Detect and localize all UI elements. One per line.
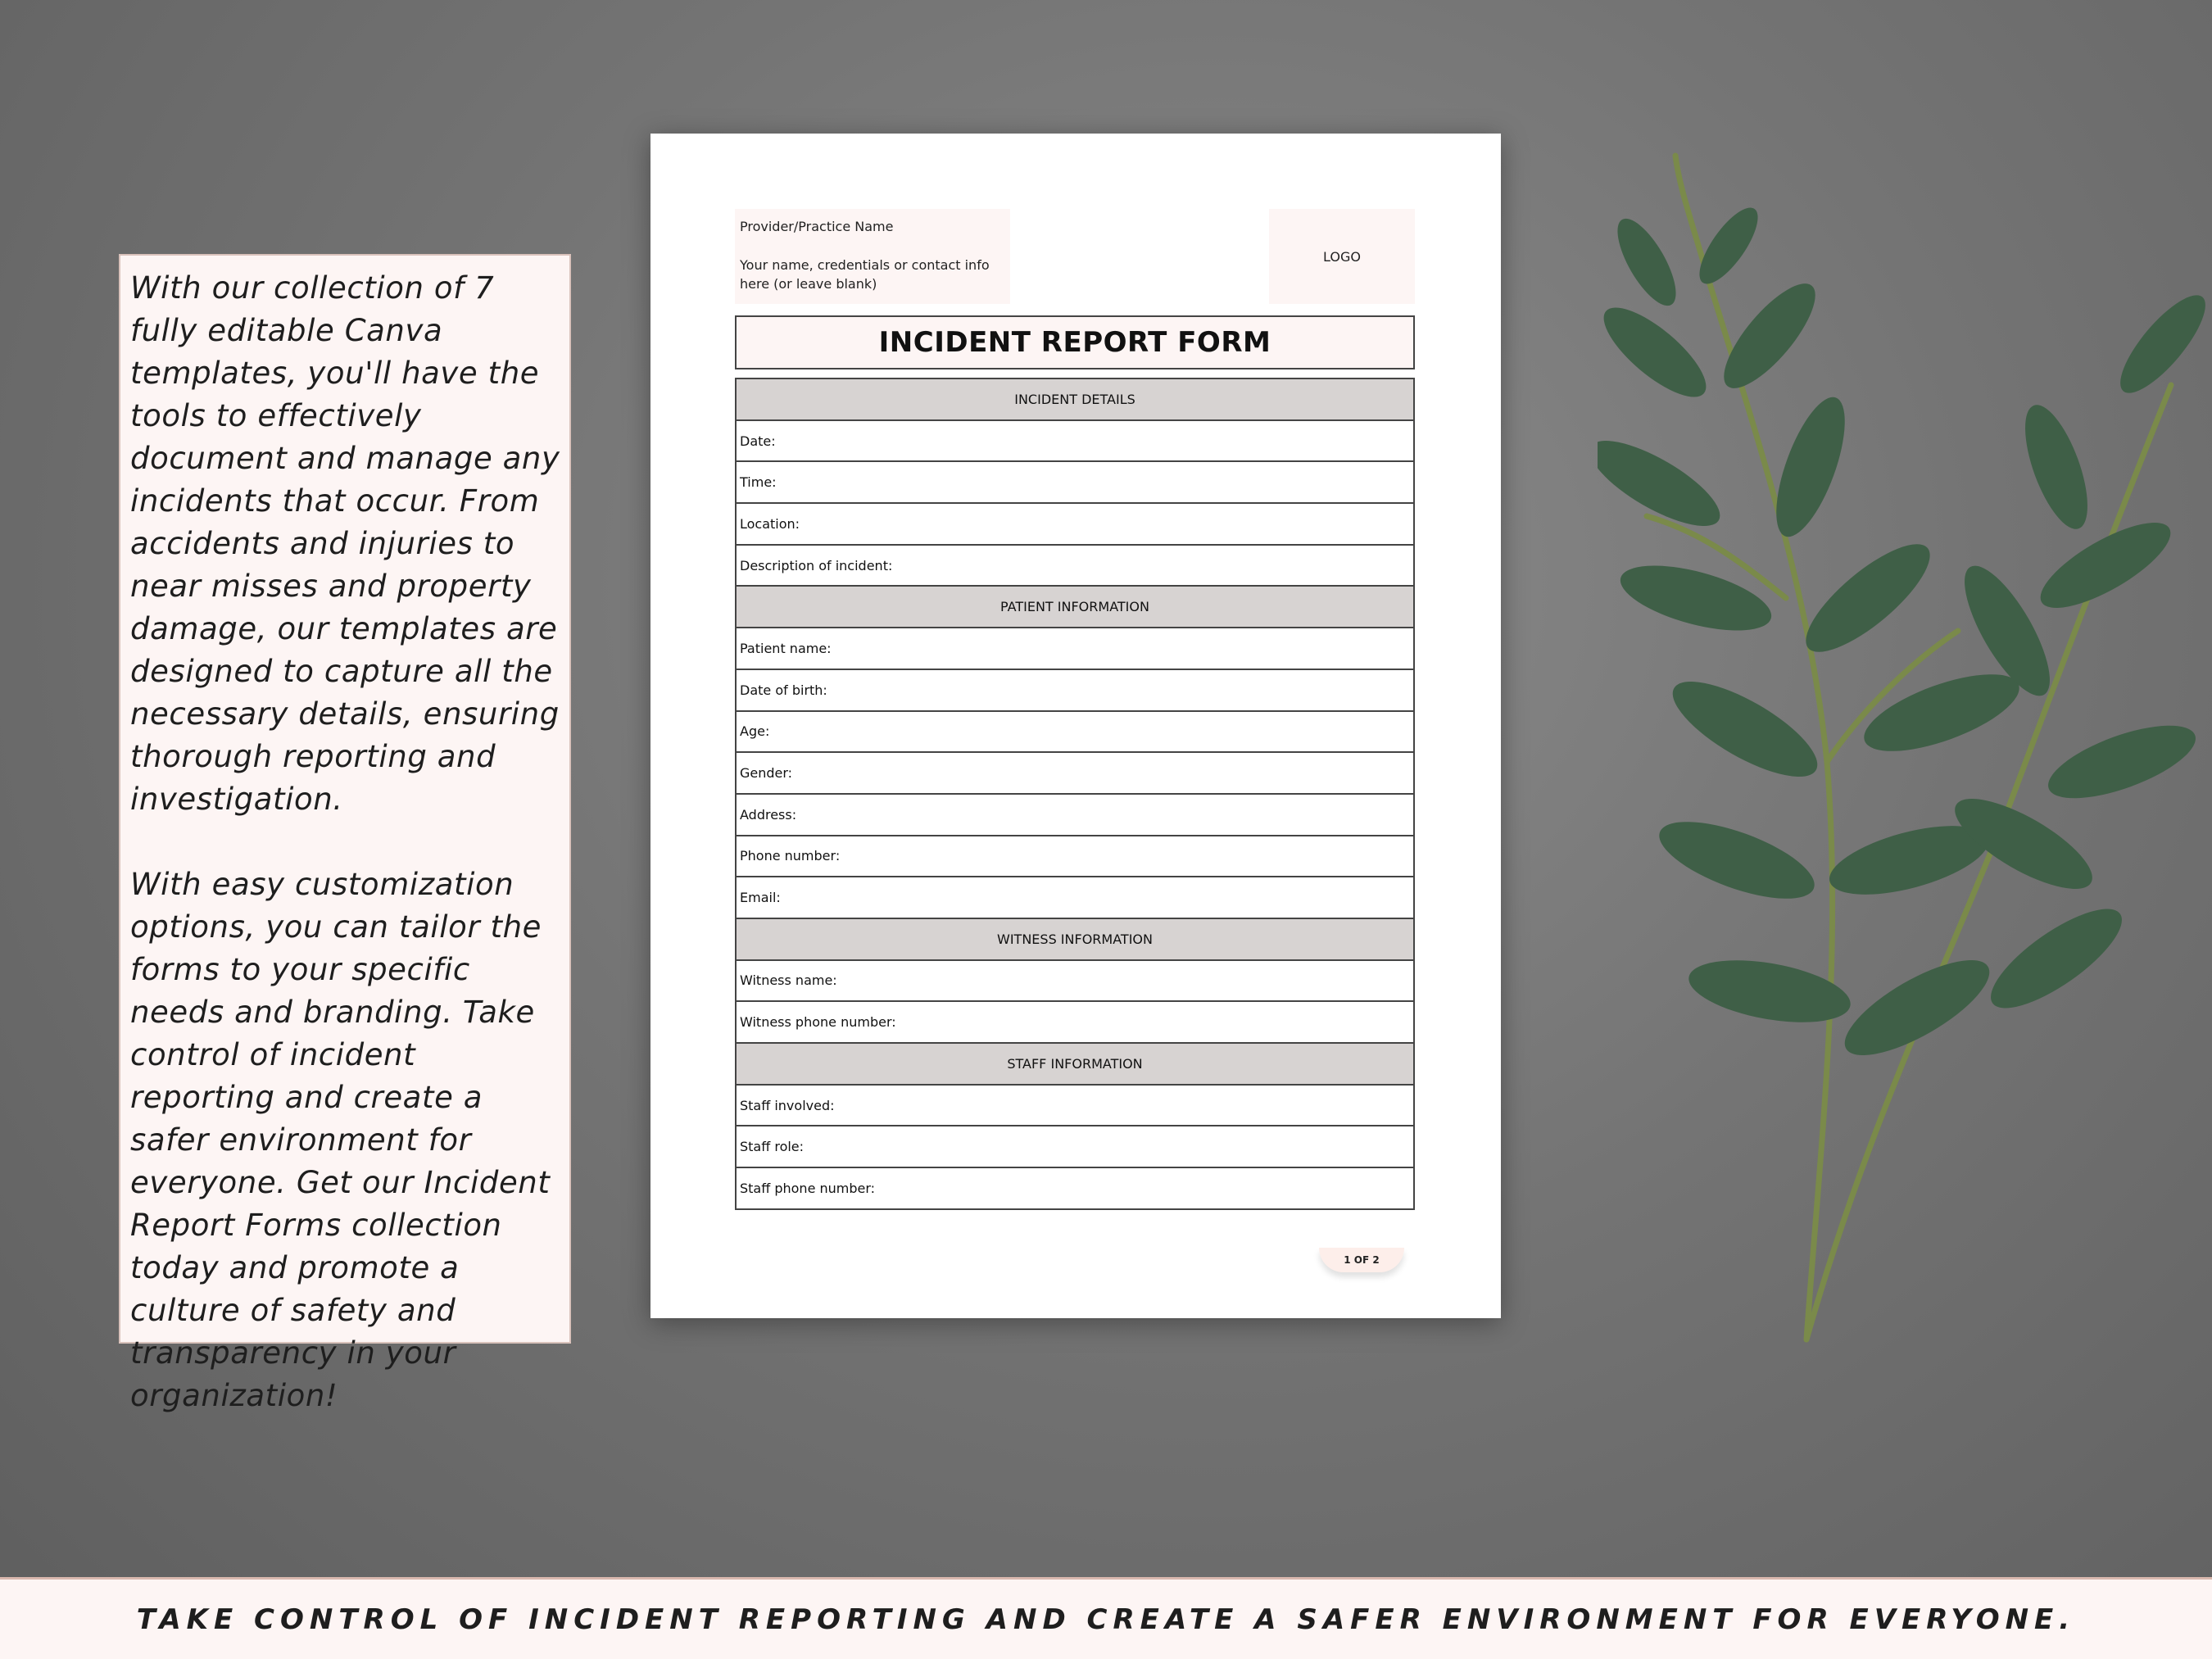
field-staff-role[interactable]: Staff role: <box>735 1126 1415 1168</box>
field-date[interactable]: Date: <box>735 421 1415 463</box>
field-witness-name[interactable]: Witness name: <box>735 961 1415 1003</box>
field-patient-name[interactable]: Patient name: <box>735 628 1415 670</box>
field-date-of-birth[interactable]: Date of birth: <box>735 670 1415 712</box>
section-header-incident-details: INCIDENT DETAILS <box>735 379 1415 421</box>
page-indicator: 1 OF 2 <box>1319 1248 1404 1272</box>
provider-contact-info: Your name, credentials or contact info here (or leave blank) <box>740 257 990 292</box>
field-age[interactable]: Age: <box>735 712 1415 754</box>
provider-name: Provider/Practice Name <box>740 219 894 234</box>
section-header-staff-information: STAFF INFORMATION <box>735 1044 1415 1086</box>
field-phone-number[interactable]: Phone number: <box>735 836 1415 878</box>
field-description[interactable]: Description of incident: <box>735 546 1415 587</box>
field-staff-phone-number[interactable]: Staff phone number: <box>735 1168 1415 1210</box>
promo-paragraph-2: With easy customization options, you can tailor the forms to your specific needs and branding. Take control of incident reporting and create a safer environment for everyone. Get our Incident Report Forms collection today and promote a culture of safety and transparency in your organization! <box>130 867 551 1413</box>
field-email[interactable]: Email: <box>735 877 1415 919</box>
incident-report-sheet <box>650 134 1501 1318</box>
field-time[interactable]: Time: <box>735 462 1415 504</box>
field-staff-involved[interactable]: Staff involved: <box>735 1086 1415 1127</box>
form-title-box <box>735 315 1415 369</box>
bottom-banner <box>0 1577 2212 1659</box>
logo-placeholder <box>1269 209 1415 304</box>
field-location[interactable]: Location: <box>735 504 1415 546</box>
eucalyptus-branch-icon <box>1598 139 2212 1368</box>
promo-paragraph-1: With our collection of 7 fully editable Canva templates, you'll have the tools to effectively document and manage any incidents that occur. From accidents and injuries to near misses and property damage, our templates are designed to capture all the necessary details, ensuring thorough reporting and investigation. <box>130 270 560 817</box>
logo-label: LOGO <box>1323 248 1361 265</box>
field-address[interactable]: Address: <box>735 795 1415 836</box>
section-header-witness-information: WITNESS INFORMATION <box>735 919 1415 961</box>
field-witness-phone-number[interactable]: Witness phone number: <box>735 1002 1415 1044</box>
form-title: INCIDENT REPORT FORM <box>878 326 1271 359</box>
provider-info-box <box>735 209 1010 304</box>
section-header-patient-information: PATIENT INFORMATION <box>735 587 1415 628</box>
form-table <box>735 378 1415 1210</box>
banner-text: TAKE CONTROL OF INCIDENT REPORTING AND CREATE A SAFER ENVIRONMENT FOR EVERYONE. <box>136 1602 2076 1636</box>
promo-text-box <box>119 254 571 1413</box>
field-gender[interactable]: Gender: <box>735 753 1415 795</box>
